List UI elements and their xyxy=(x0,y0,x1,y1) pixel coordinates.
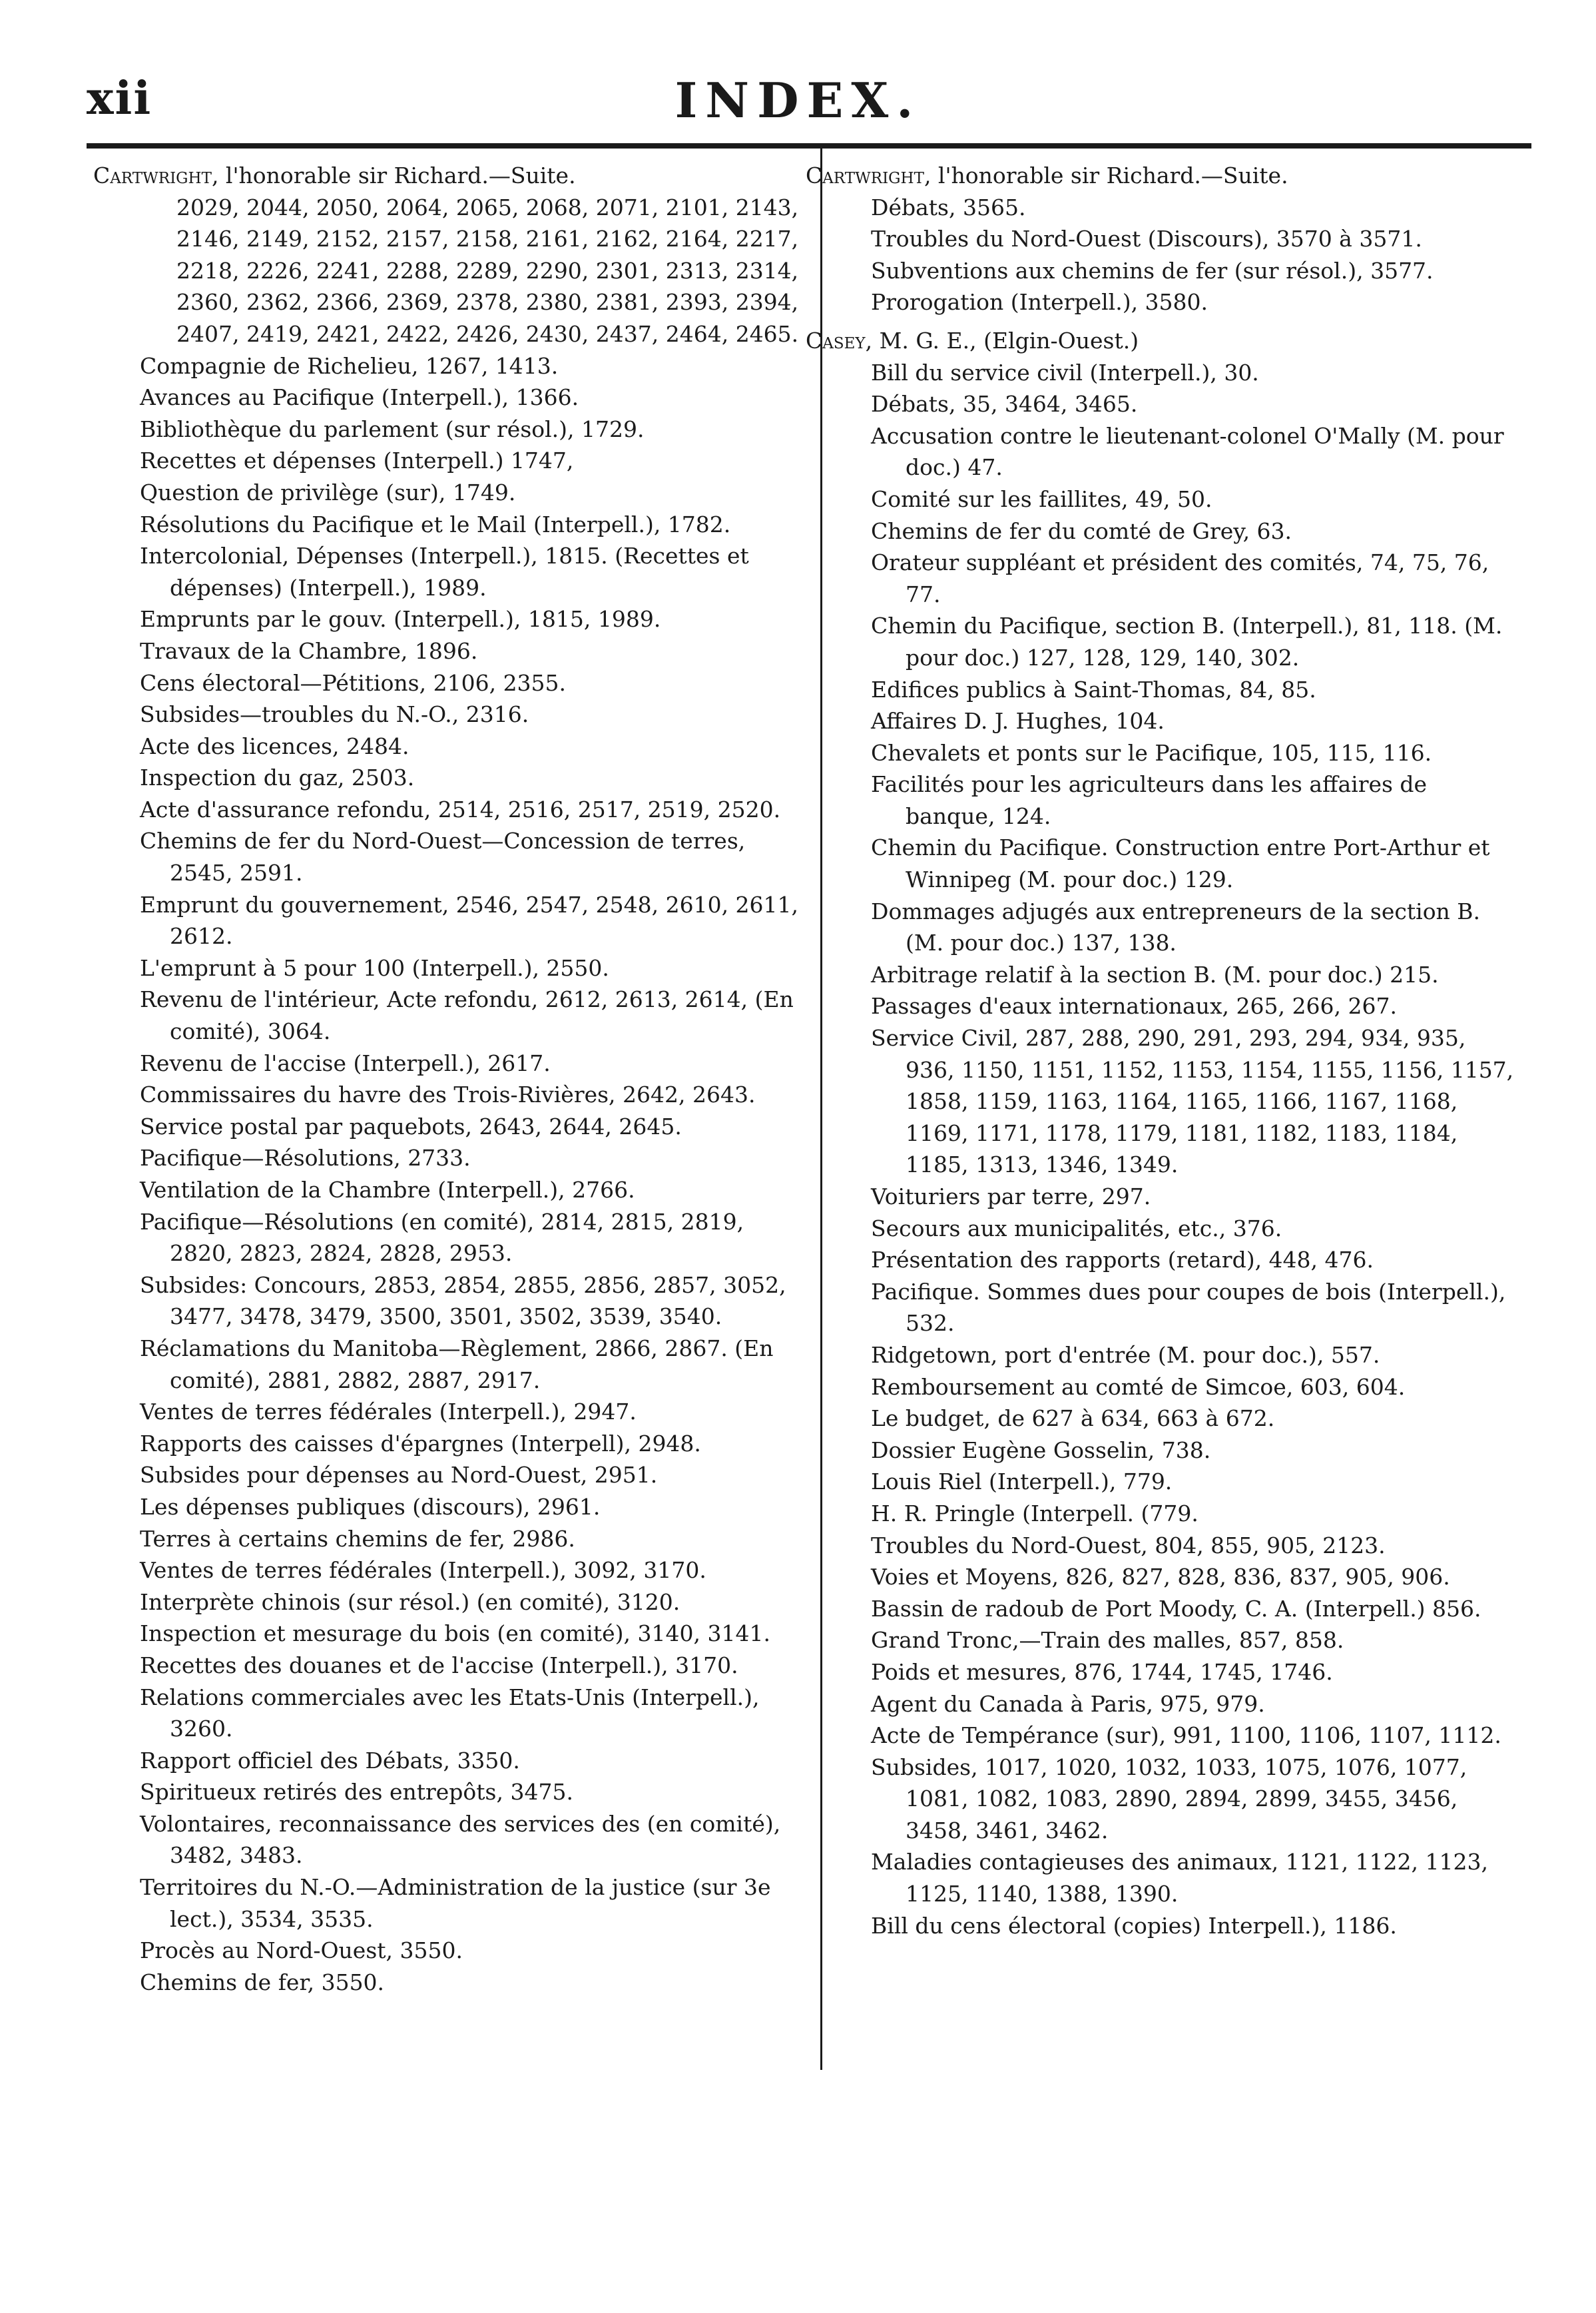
index-entry: Pacifique. Sommes dues pour coupes de bois (Interpell.), 532. xyxy=(871,1278,1506,1337)
index-entry: Cens électoral—Pétitions, 2106, 2355. xyxy=(140,669,567,696)
index-entry: Grand Tronc,—Train des malles, 857, 858. xyxy=(871,1627,1344,1654)
index-entry: Débats, 3565. xyxy=(871,194,1026,220)
index-entry: Service postal par paquebots, 2643, 2644, 2645. xyxy=(140,1113,682,1140)
entry-heading xyxy=(806,325,1518,357)
index-entry: Revenu de l'intérieur, Acte refondu, 2612, 2613, 2614, (En comité), 3064. xyxy=(140,986,794,1045)
index-entry: Troubles du Nord-Ouest, 804, 855, 905, 2123. xyxy=(871,1532,1386,1558)
index-entry: Chemins de fer du comté de Grey, 63. xyxy=(871,517,1292,544)
entry-heading-name: Cartwright xyxy=(93,163,212,188)
index-entry: Voies et Moyens, 826, 827, 828, 836, 837, 905, 906. xyxy=(871,1564,1450,1590)
index-entry: Le budget, de 627 à 634, 663 à 672. xyxy=(871,1405,1275,1432)
index-entry: Maladies contagieuses des animaux, 1121, 1122, 1123, 1125, 1140, 1388, 1390. xyxy=(871,1849,1488,1907)
entry-heading xyxy=(806,160,1518,192)
index-entry: Commissaires du havre des Trois-Rivières, 2642, 2643. xyxy=(140,1082,756,1108)
index-entry: Territoires du N.-O.—Administration de la justice (sur 3e lect.), 3534, 3535. xyxy=(140,1874,771,1932)
entry-heading xyxy=(93,160,806,192)
index-entry: Interprète chinois (sur résol.) (en comité), 3120. xyxy=(140,1588,680,1615)
index-entry: Subsides, 1017, 1020, 1032, 1033, 1075, 1076, 1077, 1081, 1082, 1083, 2890, 2894, 2899, 3455, 3456, 3458, 3461, 3462. xyxy=(871,1754,1467,1843)
index-entry: Bibliothèque du parlement (sur résol.), 1729. xyxy=(140,416,645,442)
index-entry: Rapports des caisses d'épargnes (Interpell), 2948. xyxy=(140,1430,701,1457)
index-entry: Travaux de la Chambre, 1896. xyxy=(140,637,478,664)
index-entry: Troubles du Nord-Ouest (Discours), 3570 à 3571. xyxy=(871,226,1422,252)
index-entry: Chemin du Pacifique. Construction entre Port-Arthur et Winnipeg (M. pour doc.) 129. xyxy=(871,834,1490,893)
left-entries xyxy=(93,192,806,1999)
index-entry: Prorogation (Interpell.), 3580. xyxy=(871,289,1208,316)
index-entry: Secours aux municipalités, etc., 376. xyxy=(871,1215,1282,1241)
index-entry: Edifices publics à Saint-Thomas, 84, 85. xyxy=(871,676,1316,703)
index-entry: Spiritueux retirés des entrepôts, 3475. xyxy=(140,1779,573,1806)
entry-heading-rest: , l'honorable sir Richard.—Suite. xyxy=(211,163,576,188)
index-entry: Accusation contre le lieutenant-colonel O'Mally (M. pour doc.) 47. xyxy=(871,422,1504,481)
index-entry: Chemins de fer du Nord-Ouest—Concession de terres, 2545, 2591. xyxy=(140,828,746,886)
index-entry: Bassin de radoub de Port Moody, C. A. (Interpell.) 856. xyxy=(871,1595,1481,1622)
index-entry: Question de privilège (sur), 1749. xyxy=(140,479,516,505)
index-entry: Subventions aux chemins de fer (sur résol.), 3577. xyxy=(871,257,1434,284)
index-entry: Ventes de terres fédérales (Interpell.), 3092, 3170. xyxy=(140,1557,706,1584)
right-entries-1 xyxy=(806,192,1518,318)
index-entry: Passages d'eaux internationaux, 265, 266, 267. xyxy=(871,993,1397,1020)
index-entry: Chevalets et ponts sur le Pacifique, 105, 115, 116. xyxy=(871,739,1432,766)
index-entry: H. R. Pringle (Interpell. (779. xyxy=(871,1500,1198,1526)
index-entry: Pacifique—Résolutions, 2733. xyxy=(140,1145,471,1171)
index-entry: Résolutions du Pacifique et le Mail (Interpell.), 1782. xyxy=(140,511,731,537)
entry-heading-name: Casey xyxy=(806,327,866,354)
entry-heading-name: Cartwright xyxy=(806,163,924,188)
index-entry: Présentation des rapports (retard), 448, 476. xyxy=(871,1247,1374,1273)
left-column xyxy=(93,160,806,1998)
index-entry: Bill du cens électoral (copies) Interpell.), 1186. xyxy=(871,1912,1397,1939)
index-entry: Service Civil, 287, 288, 290, 291, 293, 294, 934, 935, 936, 1150, 1151, 1152, 1153, 1154, 1155, 1156, 1157, 1858, 1159, 1163, 1164, 1165, 1166, 1167, 1168, 1169, 1171, 1178, 1179, 1181, 1182, 1183, 1184, 1185, 1313, 1346, 1349. xyxy=(871,1025,1514,1178)
index-entry: Facilités pour les agriculteurs dans les affaires de banque, 124. xyxy=(871,771,1428,829)
index-entry: Pacifique—Résolutions (en comité), 2814, 2815, 2819, 2820, 2823, 2824, 2828, 2953. xyxy=(140,1208,744,1267)
index-entry: Revenu de l'accise (Interpell.), 2617. xyxy=(140,1050,551,1076)
index-entry: Affaires D. J. Hughes, 104. xyxy=(871,708,1165,735)
index-entry: Volontaires, reconnaissance des services des (en comité), 3482, 3483. xyxy=(140,1810,781,1869)
index-entry: L'emprunt à 5 pour 100 (Interpell.), 2550. xyxy=(140,954,609,981)
index-entry: Agent du Canada à Paris, 975, 979. xyxy=(871,1690,1265,1717)
index-entry: Subsides—troubles du N.-O., 2316. xyxy=(140,701,529,728)
header-rule xyxy=(87,143,1531,149)
index-entry: Débats, 35, 3464, 3465. xyxy=(871,391,1138,418)
index-entry: Chemin du Pacifique, section B. (Interpell.), 81, 118. (M. pour doc.) 127, 128, 129, 140, 302. xyxy=(871,613,1503,671)
index-entry: Dossier Eugène Gosselin, 738. xyxy=(871,1437,1211,1463)
index-entry: Voituriers par terre, 297. xyxy=(871,1183,1151,1209)
index-entry: Ridgetown, port d'entrée (M. pour doc.), 557. xyxy=(871,1341,1380,1368)
index-entry: Recettes des douanes et de l'accise (Interpell.), 3170. xyxy=(140,1652,738,1678)
index-entry: Procès au Nord-Ouest, 3550. xyxy=(140,1937,463,1964)
index-entry: Les dépenses publiques (discours), 2961. xyxy=(140,1493,601,1520)
index-entry: Acte de Tempérance (sur), 991, 1100, 1106, 1107, 1112. xyxy=(871,1722,1501,1749)
index-entry: Réclamations du Manitoba—Règlement, 2866, 2867. (En comité), 2881, 2882, 2887, 2917. xyxy=(140,1335,774,1393)
index-entry: Acte d'assurance refondu, 2514, 2516, 2517, 2519, 2520. xyxy=(140,796,781,823)
index-entry: Arbitrage relatif à la section B. (M. pour doc.) 215. xyxy=(871,961,1439,988)
index-entry: Relations commerciales avec les Etats-Unis (Interpell.), 3260. xyxy=(140,1684,760,1742)
index-entry: Subsides: Concours, 2853, 2854, 2855, 2856, 2857, 3052, 3477, 3478, 3479, 3500, 3501, 3502, 3539, 3540. xyxy=(140,1271,786,1330)
index-entry: Recettes et dépenses (Interpell.) 1747, xyxy=(140,448,574,474)
entry-heading-rest: , M. G. E., (Elgin-Ouest.) xyxy=(865,327,1139,354)
index-entry: Emprunt du gouvernement, 2546, 2547, 2548, 2610, 2611, 2612. xyxy=(140,891,799,950)
index-entry: Comité sur les faillites, 49, 50. xyxy=(871,486,1212,512)
index-entry: Bill du service civil (Interpell.), 30. xyxy=(871,359,1259,386)
index-entry: Subsides pour dépenses au Nord-Ouest, 2951. xyxy=(140,1462,658,1488)
index-entry: Compagnie de Richelieu, 1267, 1413. xyxy=(140,352,559,379)
index-entry: Ventilation de la Chambre (Interpell.), 2766. xyxy=(140,1177,635,1203)
index-entry: Inspection et mesurage du bois (en comité), 3140, 3141. xyxy=(140,1620,770,1647)
index-entry: Ventes de terres fédérales (Interpell.), 2947. xyxy=(140,1399,637,1425)
index-entry: Inspection du gaz, 2503. xyxy=(140,765,415,791)
index-entry: Remboursement au comté de Simcoe, 603, 604. xyxy=(871,1373,1406,1400)
index-entry: Terres à certains chemins de fer, 2986. xyxy=(140,1525,575,1552)
right-entries-2 xyxy=(806,357,1518,1942)
index-entry: Louis Riel (Interpell.), 779. xyxy=(871,1469,1173,1495)
index-entry: Orateur suppléant et président des comités, 74, 75, 76, 77. xyxy=(871,549,1489,607)
index-entry: Intercolonial, Dépenses (Interpell.), 1815. (Recettes et dépenses) (Interpell.), 1989. xyxy=(140,543,749,601)
entry-heading-rest: , l'honorable sir Richard.—Suite. xyxy=(924,163,1288,188)
index-entry: Emprunts par le gouv. (Interpell.), 1815, 1989. xyxy=(140,606,661,633)
index-entry: Acte des licences, 2484. xyxy=(140,733,409,759)
index-entry: Rapport officiel des Débats, 3350. xyxy=(140,1747,520,1774)
index-entry: Avances au Pacifique (Interpell.), 1366. xyxy=(140,384,579,411)
index-entry: Dommages adjugés aux entrepreneurs de la section B. (M. pour doc.) 137, 138. xyxy=(871,898,1481,956)
index-entry: 2029, 2044, 2050, 2064, 2065, 2068, 2071, 2101, 2143, 2146, 2149, 2152, 2157, 2158, 2161, 2162, 2164, 2217, 2218, 2226, 2241, 2288, 2289, 2290, 2301, 2313, 2314, 2360, 2362, 2366, 2369, 2378, 2380, 2381, 2393, 2394, 2407, 2419, 2421, 2422, 2426, 2430, 2437, 2464, 2465. xyxy=(176,194,799,347)
right-column xyxy=(806,160,1518,1941)
page-number: xii xyxy=(87,72,152,125)
page-title: INDEX. xyxy=(674,72,922,129)
index-entry: Poids et mesures, 876, 1744, 1745, 1746. xyxy=(871,1658,1333,1685)
index-entry: Chemins de fer, 3550. xyxy=(140,1969,385,1995)
